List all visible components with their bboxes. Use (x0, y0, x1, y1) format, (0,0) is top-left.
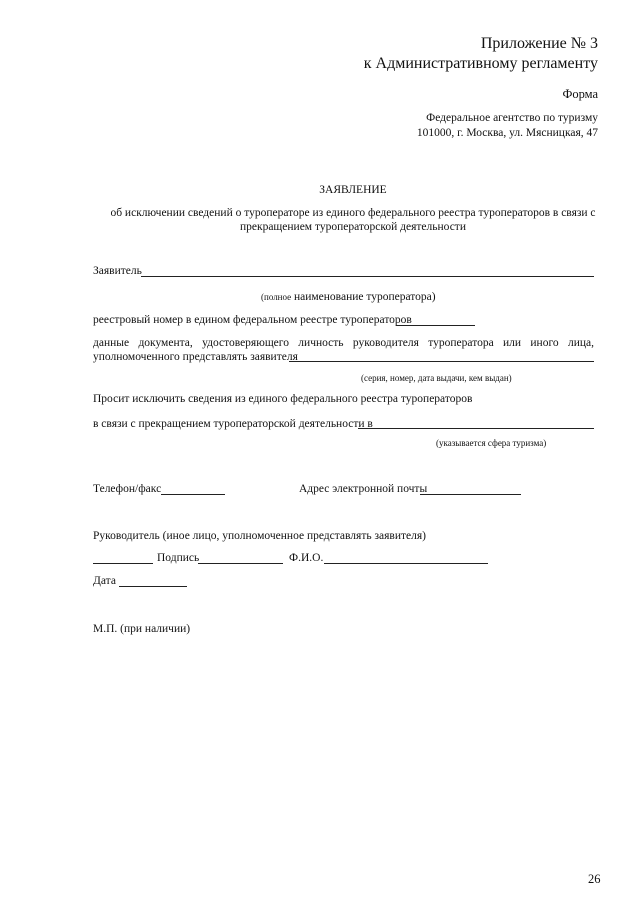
identity-word: лица, (567, 337, 594, 349)
document-heading: ЗАЯВЛЕНИЕ (319, 184, 387, 196)
identity-word: документа, (138, 337, 193, 349)
applicant-hint-main: наименование туроператора) (293, 291, 436, 303)
addressee-name: Федеральное агентство по туризму (426, 112, 598, 124)
fio-field[interactable] (324, 563, 488, 564)
date-field[interactable] (119, 586, 187, 587)
applicant-field[interactable] (141, 276, 594, 277)
applicant-label: Заявитель (93, 265, 142, 277)
registry-number-label: реестровый номер в едином федеральном реестре туроператоров (93, 314, 412, 326)
identity-hint: (серия, номер, дата выдачи, кем выдан) (361, 373, 512, 383)
document-subtitle-line2: прекращением туроператорской деятельности (239, 221, 466, 233)
identity-word: туроператора (428, 337, 494, 349)
identity-line1 (93, 337, 594, 349)
reason-hint: (указывается сфера туризма) (436, 438, 547, 448)
request-text: Просит исключить сведения из единого федерального реестра туроператоров (93, 393, 473, 405)
phone-label: Телефон/факс (93, 483, 162, 495)
document-subtitle-line1: об исключении сведений о туроператоре из единого федерального реестра туроператоров в связи с (110, 207, 596, 219)
registry-number-field[interactable] (396, 325, 475, 326)
identity-word: удостоверяющего (202, 337, 289, 349)
appendix-title: Приложение № 3 (480, 35, 598, 52)
identity-field[interactable] (289, 361, 594, 362)
sign-label: Подпись (157, 552, 200, 564)
applicant-hint-small: (полное (261, 292, 292, 302)
email-label: Адрес электронной почты (299, 483, 428, 495)
reason-label: в связи с прекращением туроператорской деятельности в (93, 418, 373, 430)
head-label: Руководитель (иное лицо, уполномоченное представлять заявителя) (93, 530, 426, 542)
identity-word: данные (93, 337, 130, 349)
email-field[interactable] (420, 494, 521, 495)
date-label: Дата (93, 575, 116, 587)
fio-label: Ф.И.О. (289, 552, 324, 564)
form-label: Форма (562, 87, 598, 101)
applicant-hint (261, 291, 436, 303)
sign-field[interactable] (198, 563, 283, 564)
identity-word: личность (298, 337, 344, 349)
position-field[interactable] (93, 563, 153, 564)
phone-field[interactable] (161, 494, 225, 495)
identity-line2: уполномоченного представлять заявителя (93, 351, 298, 363)
stamp-label: М.П. (при наличии) (93, 623, 191, 635)
identity-word: иного (530, 337, 559, 349)
page-number: 26 (588, 872, 601, 886)
identity-word: или (503, 337, 522, 349)
identity-word: руководителя (352, 337, 419, 349)
appendix-reference: к Административному регламенту (363, 55, 598, 72)
addressee-address: 101000, г. Москва, ул. Мясницкая, 47 (416, 127, 598, 139)
reason-field[interactable] (358, 428, 594, 429)
